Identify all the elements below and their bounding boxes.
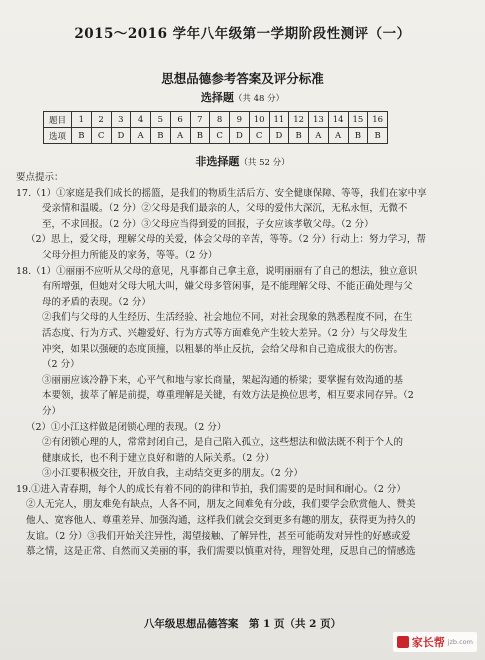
answer-option-cell: B	[368, 128, 388, 144]
row-header-option: 选项	[44, 128, 72, 144]
question-number-row	[44, 112, 388, 128]
answer-option-cell: A	[131, 128, 151, 144]
text-line: （2 分）	[42, 359, 80, 371]
answer-option-cell: A	[309, 128, 329, 144]
text-line: 活态度、行为方式、兴趣爱好、行为方式等方面难免产生较大差异。（2 分）与父母发生	[42, 327, 408, 339]
question-number-cell: 14	[328, 112, 348, 128]
choice-points: （共 48 分）	[233, 94, 285, 104]
answer-option-cell: D	[111, 128, 131, 144]
text-line: 慕之情，这是正常、自然而又美丽的事，我们需要以慎重对待，理智处理，反思自己的情感选	[26, 546, 416, 558]
page-subtitle: 思想品德参考答案及评分标准	[161, 71, 324, 86]
text-line: （2）①小江这样做是闭锁心理的表现。（2 分）	[26, 421, 227, 433]
text-line: 分）	[42, 405, 62, 417]
question-number-cell: 12	[289, 112, 309, 128]
answer-table	[43, 111, 388, 144]
page-footer: 八年级思想品德答案 第 1 页（共 2 页）	[143, 618, 342, 630]
logo-icon	[397, 636, 409, 648]
question-number-cell: 5	[151, 112, 171, 128]
answer-option-cell: D	[230, 128, 250, 144]
answer-option-cell: B	[190, 128, 210, 144]
answer-option-cell: C	[91, 128, 111, 144]
nonchoice-section-heading	[0, 153, 485, 169]
answer-option-cell: A	[170, 128, 190, 144]
question-number-cell: 1	[72, 112, 92, 128]
text-line: ②人无完人，朋友难免有缺点，人各不同，朋友之间难免有分歧，我们要学会欣赏他人、赞美	[26, 499, 416, 511]
text-line: 18.（1）①丽丽不应听从父母的意见，凡事都自己拿主意，说明丽丽有了自己的想法，独立意识	[16, 265, 418, 277]
text-line: ③小江要积极交往，开放自我，主动结交更多的朋友。（2 分）	[42, 468, 303, 480]
watermark	[393, 632, 477, 652]
question-number-cell: 2	[91, 112, 111, 128]
text-line: 17.（1）①家庭是我们成长的摇篮，是我们的物质生活后方、安全健康保障、等等，我们在家中享	[16, 187, 427, 199]
choice-section-heading	[0, 89, 485, 105]
question-number-cell: 4	[131, 112, 151, 128]
question-number-cell: 3	[111, 112, 131, 128]
question-number-cell: 8	[210, 112, 230, 128]
question-number-cell: 6	[170, 112, 190, 128]
question-number-cell: 9	[230, 112, 250, 128]
text-line: 要点提示：	[16, 172, 64, 183]
answer-option-cell: D	[269, 128, 289, 144]
text-line: 至，不求回报。（2 分）③父母应当得到爱的回报，子女应该孝敬父母。（2 分）	[42, 218, 374, 230]
text-line: 冲突，如果以强硬的态度顶撞，以粗暴的举止反抗，会给父母和自己造成很大的伤害。	[42, 343, 404, 355]
question-number-cell: 13	[309, 112, 329, 128]
answer-option-cell: C	[249, 128, 269, 144]
text-line: ③丽丽应该冷静下来，心平气和地与家长商量，架起沟通的桥梁；要掌握有效沟通的基	[42, 374, 404, 386]
text-line: 健康成长，也不利于建立良好和谐的人际关系。（2 分）	[42, 452, 275, 464]
answer-option-cell: B	[348, 128, 368, 144]
watermark-text: 家长帮	[411, 636, 445, 649]
question-number-cell: 10	[249, 112, 269, 128]
row-header-question: 题目	[44, 112, 72, 128]
answer-body	[16, 170, 476, 560]
text-line: 受亲情和温暖。（2 分）②父母是我们最亲的人，父母的爱伟大深沉，无私永恒，无微不	[42, 203, 408, 215]
page-title: 2015～2016 学年八年级第一学期阶段性测评（一）	[74, 26, 411, 42]
text-line: 本要领，拔萃了解是前提，尊重理解是关键，有效方法是换位思考，相互要求同存异。（2	[42, 390, 414, 402]
answer-option-cell: B	[289, 128, 309, 144]
text-line: 友谊。（2 分）③我们开始关注异性，渴望接触、了解异性，甚至可能萌发对异性的好感或爱	[26, 530, 411, 542]
text-line: ②我们与父母的人生经历、生活经验、社会地位不同，对社会现象的熟悉程度不同，在生	[42, 312, 413, 324]
answer-option-cell: B	[151, 128, 171, 144]
text-line: 有所增强，但她对父母大吼大叫，嫌父母多管闲事，是不能理解父母、不能正确处理与父	[42, 281, 413, 293]
answer-option-cell: A	[328, 128, 348, 144]
answer-option-cell: B	[72, 128, 92, 144]
answer-row	[44, 128, 388, 144]
text-line: ②有闭锁心理的人，常常封闭自己，是自己陷入孤立，这些想法和做法既不利于个人的	[42, 437, 404, 449]
question-number-cell: 15	[348, 112, 368, 128]
choice-heading: 选择题	[200, 91, 234, 104]
text-line: 他人、宽容他人、尊重差异、加强沟通，这样我们就会交到更多有趣的朋友，获得更为持久的	[26, 515, 416, 527]
question-number-cell: 11	[269, 112, 289, 128]
watermark-url: jzb.com	[447, 638, 473, 646]
text-line: （2）思上，爱父母，理解父母的关爱，体会父母的辛苦，等等。（2 分）行动上：努力学习，帮	[26, 234, 426, 246]
question-number-cell: 7	[190, 112, 210, 128]
nonchoice-heading: 非选择题	[195, 155, 240, 168]
question-number-cell: 16	[368, 112, 388, 128]
text-line: 母的矛盾的表现。（2 分）	[42, 296, 151, 308]
text-line: 父母分担力所能及的家务，等等。（2 分）	[42, 249, 218, 261]
nonchoice-points: （共 52 分）	[239, 158, 290, 168]
answer-option-cell: C	[210, 128, 230, 144]
text-line: 19.①进入青春期，每个人的成长有着不同的韵律和节拍，我们需要的是时间和耐心。（2 分）	[16, 483, 406, 495]
